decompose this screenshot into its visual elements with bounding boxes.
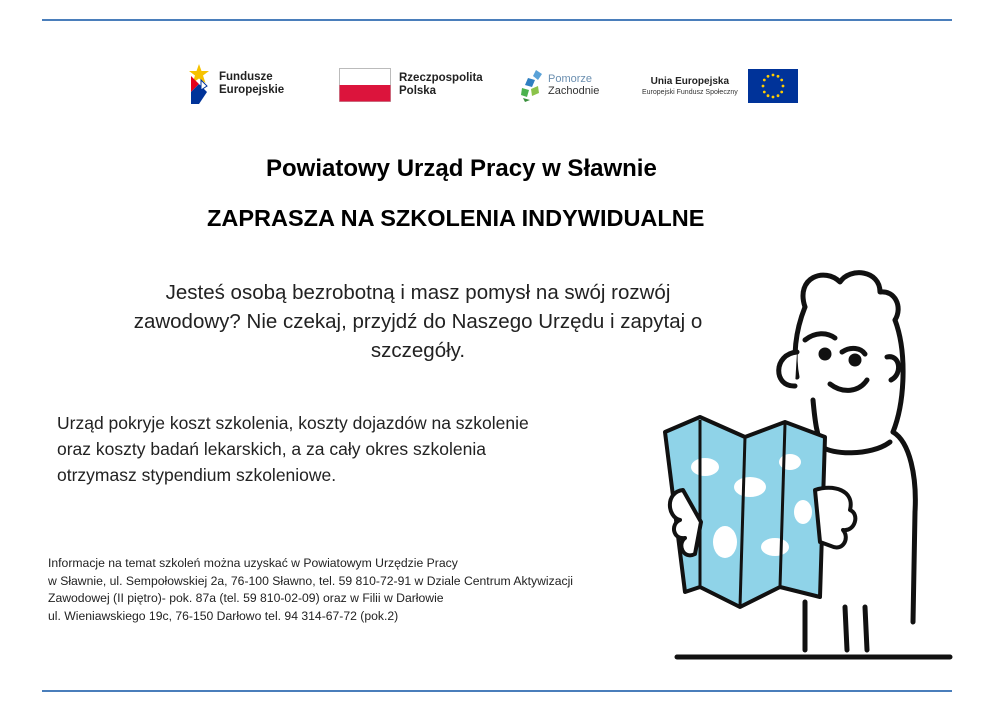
lead-line: szczegóły. — [370, 339, 466, 362]
invitation-heading: ZAPRASZA NA SZKOLENIA INDYWIDUALNE — [207, 205, 705, 231]
pomorze-line1: Pomorze — [548, 73, 593, 85]
unia-europejska-logo — [642, 69, 798, 103]
polish-flag-icon — [339, 68, 391, 102]
benefits-line: otrzymasz stypendium szkoleniowe. — [57, 465, 337, 485]
contact-line: Informacje na temat szkoleń można uzyskać w Powiatowym Urzędzie Pracy — [48, 556, 458, 570]
man-reading-map-icon — [655, 262, 955, 667]
lead-line: zawodowy? Nie czekaj, przyjdź do Naszego Urzędu i zapytaj o — [133, 310, 703, 333]
pomorze-zachodnie-icon — [520, 68, 546, 102]
benefits-paragraph — [57, 410, 657, 488]
fundusze-europejskie-logo — [187, 62, 284, 106]
benefits-line: Urząd pokryje koszt szkolenia, koszty dojazdów na szkolenie — [57, 413, 529, 433]
logo-bar — [0, 62, 982, 110]
pomorze-zachodnie-logo — [520, 68, 599, 102]
benefits-line: oraz koszty badań lekarskich, a za cały okres szkolenia — [57, 439, 486, 459]
bottom-rule — [42, 690, 952, 692]
eu-flag-icon — [748, 69, 798, 103]
top-rule — [42, 19, 952, 21]
contact-info — [48, 555, 688, 625]
unia-line2: Europejski Fundusz Społeczny — [642, 88, 738, 96]
rzeczpospolita-line2: Polska — [399, 85, 437, 97]
rzeczpospolita-polska-logo — [339, 68, 483, 102]
contact-line: ul. Wieniawskiego 19c, 76-150 Darłowo tel. 94 314-67-72 (pok.2) — [48, 608, 399, 623]
lead-line: Jesteś osobą bezrobotną i masz pomysł na swój rozwój — [165, 281, 671, 304]
unia-line1: Unia Europejska — [650, 75, 730, 87]
pomorze-line2: Zachodnie — [548, 85, 600, 97]
rzeczpospolita-line1: Rzeczpospolita — [399, 72, 483, 84]
contact-line: Zawodowej (II piętro)- pok. 87a (tel. 59 810-02-09) oraz w Filii w Darłowie — [48, 591, 444, 605]
fundusze-line1: Fundusze — [219, 71, 273, 83]
fundusze-europejskie-star-icon — [187, 62, 211, 106]
fundusze-line2: Europejskie — [219, 84, 285, 96]
contact-line: w Sławnie, ul. Sempołowskiej 2a, 76-100 Sławno, tel. 59 810-72-91 w Dziale Centrum Aktywizacji — [48, 573, 573, 588]
office-title: Powiatowy Urząd Pracy w Sławnie — [266, 155, 657, 182]
